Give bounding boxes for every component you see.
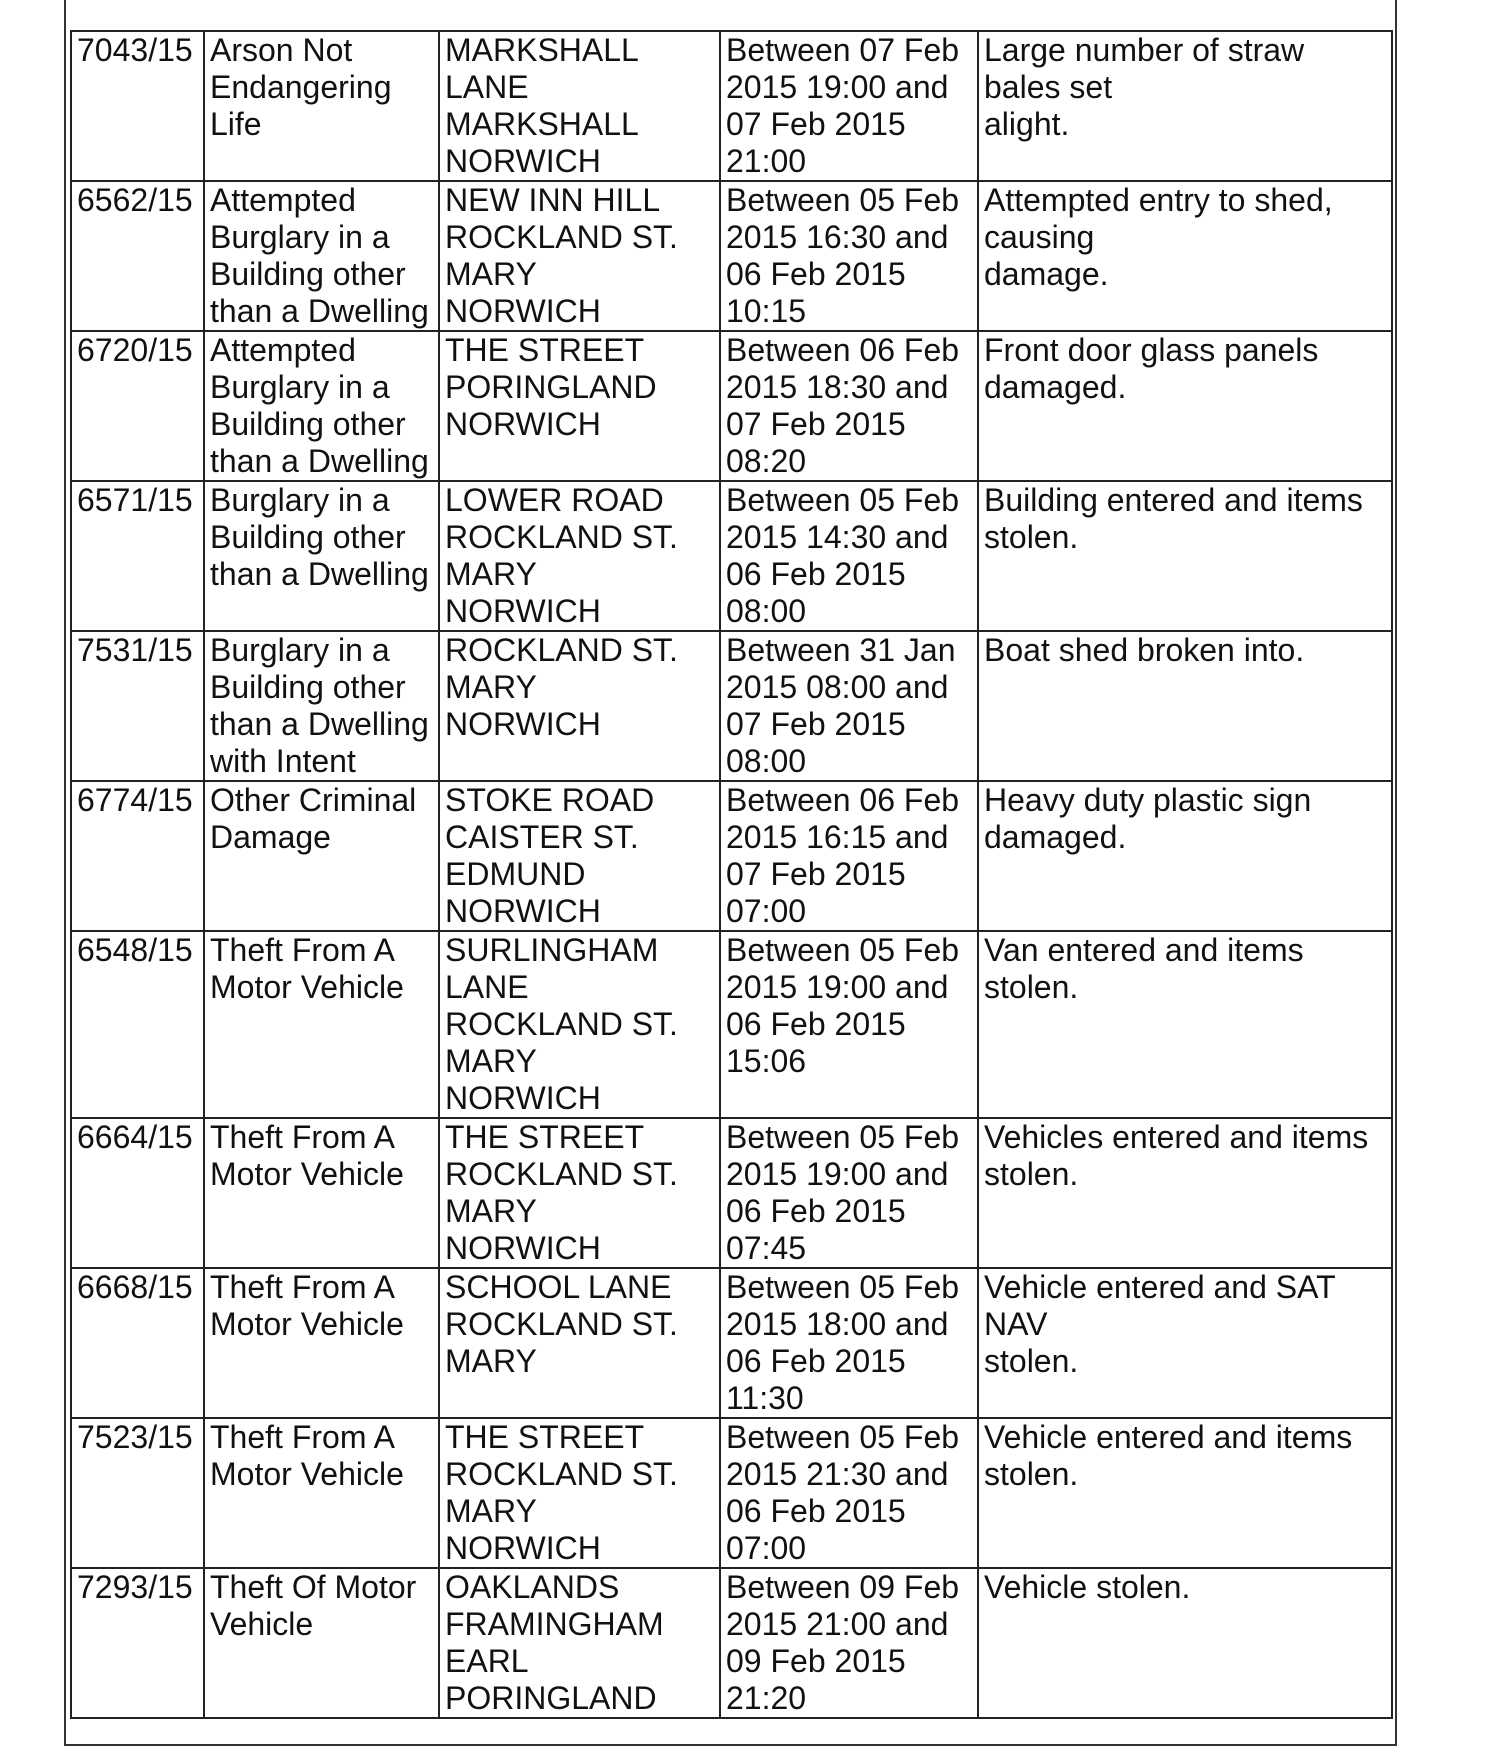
table-row [71,481,1392,631]
offence-type-cell: Attempted Burglary in a Building other than a Dwelling [204,181,439,331]
table-row [71,1418,1392,1568]
offence-type-cell: Theft Of Motor Vehicle [204,1568,439,1718]
table-row [71,331,1392,481]
location-cell: STOKE ROAD CAISTER ST. EDMUND NORWICH [439,781,720,931]
crime-reference-cell: 6774/15 [71,781,204,931]
date-range-cell: Between 05 Feb 2015 19:00 and 06 Feb 2015 15:06 [720,931,978,1118]
offence-type-cell: Burglary in a Building other than a Dwelling with Intent [204,631,439,781]
offence-type-cell: Theft From A Motor Vehicle [204,931,439,1118]
offence-type-cell: Theft From A Motor Vehicle [204,1418,439,1568]
location-cell: THE STREET PORINGLAND NORWICH [439,331,720,481]
date-range-cell: Between 05 Feb 2015 16:30 and 06 Feb 2015 10:15 [720,181,978,331]
description-cell: Vehicle entered and items stolen. [978,1418,1392,1568]
offence-type-cell: Burglary in a Building other than a Dwelling [204,481,439,631]
crime-reference-cell: 7293/15 [71,1568,204,1718]
crime-reference-cell: 7043/15 [71,31,204,181]
date-range-cell: Between 07 Feb 2015 19:00 and 07 Feb 2015 21:00 [720,31,978,181]
crime-reference-cell: 6562/15 [71,181,204,331]
location-cell: MARKSHALL LANE MARKSHALL NORWICH [439,31,720,181]
location-cell: SURLINGHAM LANE ROCKLAND ST. MARY NORWICH [439,931,720,1118]
table-row [71,781,1392,931]
description-cell: Boat shed broken into. [978,631,1392,781]
offence-type-cell: Theft From A Motor Vehicle [204,1118,439,1268]
crime-reference-cell: 6720/15 [71,331,204,481]
description-cell: Vehicle stolen. [978,1568,1392,1718]
description-cell: Large number of straw bales set alight. [978,31,1392,181]
table-row [71,1568,1392,1718]
date-range-cell: Between 09 Feb 2015 21:00 and 09 Feb 2015 21:20 [720,1568,978,1718]
description-cell: Vehicle entered and SAT NAV stolen. [978,1268,1392,1418]
date-range-cell: Between 05 Feb 2015 18:00 and 06 Feb 2015 11:30 [720,1268,978,1418]
location-cell: THE STREET ROCKLAND ST. MARY NORWICH [439,1418,720,1568]
crime-reference-cell: 6548/15 [71,931,204,1118]
location-cell: LOWER ROAD ROCKLAND ST. MARY NORWICH [439,481,720,631]
date-range-cell: Between 06 Feb 2015 18:30 and 07 Feb 2015 08:20 [720,331,978,481]
description-cell: Building entered and items stolen. [978,481,1392,631]
table-row [71,1268,1392,1418]
crime-report-table [70,30,1393,1719]
offence-type-cell: Theft From A Motor Vehicle [204,1268,439,1418]
description-cell: Van entered and items stolen. [978,931,1392,1118]
location-cell: SCHOOL LANE ROCKLAND ST. MARY [439,1268,720,1418]
date-range-cell: Between 05 Feb 2015 19:00 and 06 Feb 2015 07:45 [720,1118,978,1268]
crime-reference-cell: 7523/15 [71,1418,204,1568]
table-row [71,31,1392,181]
offence-type-cell: Attempted Burglary in a Building other than a Dwelling [204,331,439,481]
table-row [71,1118,1392,1268]
location-cell: ROCKLAND ST. MARY NORWICH [439,631,720,781]
offence-type-cell: Arson Not Endangering Life [204,31,439,181]
table-row [71,181,1392,331]
crime-reference-cell: 6664/15 [71,1118,204,1268]
location-cell: OAKLANDS FRAMINGHAM EARL PORINGLAND [439,1568,720,1718]
crime-reference-cell: 6571/15 [71,481,204,631]
description-cell: Attempted entry to shed, causing damage. [978,181,1392,331]
description-cell: Front door glass panels damaged. [978,331,1392,481]
crime-reference-cell: 6668/15 [71,1268,204,1418]
date-range-cell: Between 05 Feb 2015 21:30 and 06 Feb 2015 07:00 [720,1418,978,1568]
date-range-cell: Between 05 Feb 2015 14:30 and 06 Feb 2015 08:00 [720,481,978,631]
offence-type-cell: Other Criminal Damage [204,781,439,931]
table-row [71,631,1392,781]
crime-reference-cell: 7531/15 [71,631,204,781]
table-row [71,931,1392,1118]
description-cell: Vehicles entered and items stolen. [978,1118,1392,1268]
location-cell: THE STREET ROCKLAND ST. MARY NORWICH [439,1118,720,1268]
date-range-cell: Between 31 Jan 2015 08:00 and 07 Feb 2015 08:00 [720,631,978,781]
date-range-cell: Between 06 Feb 2015 16:15 and 07 Feb 2015 07:00 [720,781,978,931]
description-cell: Heavy duty plastic sign damaged. [978,781,1392,931]
location-cell: NEW INN HILL ROCKLAND ST. MARY NORWICH [439,181,720,331]
